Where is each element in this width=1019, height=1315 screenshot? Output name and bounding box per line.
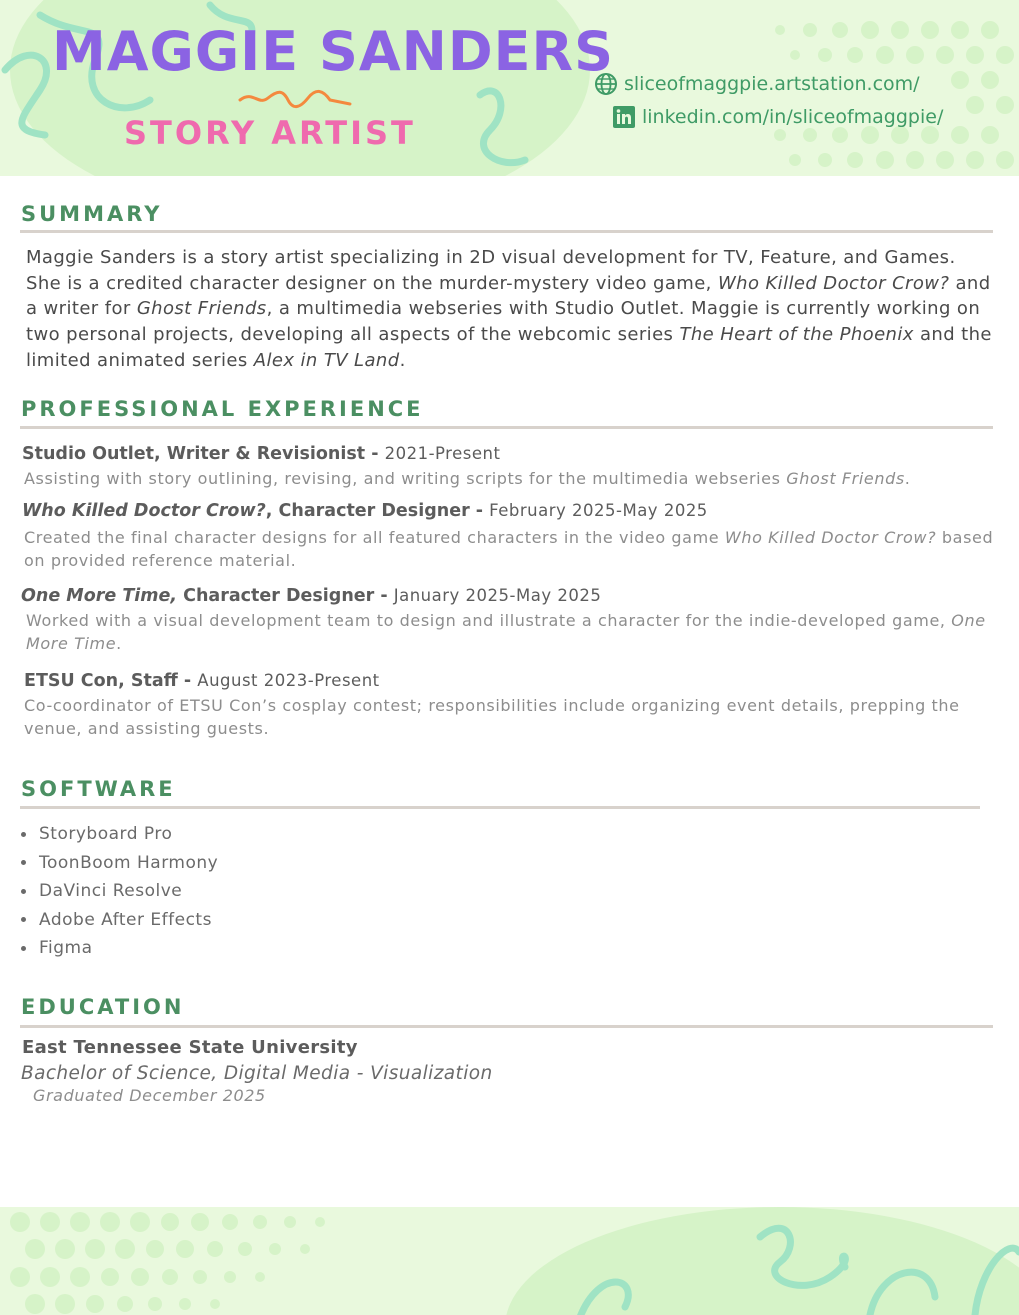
linkedin-url: linkedin.com/in/sliceofmaggpie/: [642, 106, 944, 128]
job-description: [24, 526, 1004, 572]
job-role: , Staff -: [118, 671, 198, 691]
list-item: DaVinci Resolve: [21, 877, 218, 906]
summary-title-webseries: Ghost Friends: [136, 298, 267, 320]
job-org: Who Killed Doctor Crow?: [22, 501, 266, 521]
job-desc-end: based on provided reference material.: [24, 528, 994, 570]
job-desc-title: Ghost Friends: [786, 469, 905, 488]
job-description: [26, 609, 1006, 655]
education-graduated: Graduated December 2025: [33, 1086, 266, 1105]
experience-divider: [20, 426, 993, 429]
job-dates: 2021-Present: [384, 444, 501, 463]
squiggle-ornament: [238, 88, 353, 110]
summary-text-part: , a multimedia webseries with Studio Outlet. Maggie is currently working on two personal projects, developing all aspects of the webcomic series: [26, 298, 981, 346]
job-dates: August 2023-Present: [197, 671, 380, 690]
job-description: [24, 467, 1004, 490]
job-desc-text: Assisting with story outlining, revising, and writing scripts for the multimedia webseries: [24, 469, 787, 488]
list-item: Storyboard Pro: [21, 820, 218, 849]
job-org: Studio Outlet: [22, 444, 155, 464]
applicant-name: MAGGIE SANDERS: [52, 20, 615, 83]
education-school: East Tennessee State University: [22, 1037, 358, 1058]
job-role-title: STORY ARTIST: [124, 114, 416, 152]
job-desc-end: .: [904, 469, 911, 488]
summary-heading: SUMMARY: [21, 202, 163, 226]
job-desc-end: .: [116, 634, 122, 653]
job-role: Character Designer -: [177, 586, 394, 606]
summary-text-part: and the limited animated series: [26, 324, 992, 371]
job-role: , Character Designer -: [265, 501, 490, 521]
list-item: ToonBoom Harmony: [21, 849, 218, 878]
summary-title-webcomic: The Heart of the Phoenix: [679, 324, 914, 346]
job-desc-text: Created the final character designs for all featured characters in the video game: [24, 528, 725, 547]
linkedin-link[interactable]: [612, 105, 943, 129]
job-title-line: [24, 671, 380, 691]
job-title-line: [21, 586, 601, 606]
software-divider: [20, 806, 980, 809]
globe-icon: [594, 72, 618, 96]
job-role: , Writer & Revisionist -: [154, 444, 385, 464]
summary-text-part: and a writer for: [26, 272, 991, 320]
header-banner: [0, 0, 1019, 176]
education-degree: Bachelor of Science, Digital Media - Visualization: [21, 1063, 493, 1084]
footer-decoration: [0, 1207, 1019, 1315]
summary-title-game: Who Killed Doctor Crow?: [717, 272, 950, 294]
summary-divider: [20, 230, 993, 233]
list-item: Adobe After Effects: [21, 906, 218, 935]
linkedin-icon: [612, 105, 636, 129]
education-heading: EDUCATION: [21, 995, 185, 1019]
job-title-line: [22, 444, 500, 464]
experience-heading: PROFESSIONAL EXPERIENCE: [21, 397, 424, 421]
job-desc-title: Who Killed Doctor Crow?: [724, 528, 937, 547]
job-desc-title: One More Time: [26, 611, 986, 653]
job-org: One More Time,: [21, 586, 178, 606]
job-title-line: [22, 501, 708, 521]
job-desc-text: Worked with a visual development team to design and illustrate a character for the indie-developed game,: [26, 611, 952, 630]
software-heading: SOFTWARE: [21, 777, 176, 801]
summary-title-animated-series: Alex in TV Land: [253, 349, 400, 371]
artstation-url: sliceofmaggpie.artstation.com/: [624, 73, 920, 95]
job-dates: January 2025-May 2025: [393, 586, 602, 605]
summary-text: [26, 245, 992, 374]
artstation-link[interactable]: [594, 72, 920, 96]
summary-text-part: Maggie Sanders is a story artist specializing in 2D visual development for TV, Feature, and Games. She is a credited character designer on the murder-mystery video game,: [26, 247, 956, 294]
job-org: ETSU Con: [24, 671, 119, 691]
job-desc-text: Co-coordinator of ETSU Con’s cosplay contest; responsibilities include organizing event details, prepping the venue, and assisting guests.: [24, 696, 960, 738]
summary-text-part: .: [399, 349, 406, 371]
list-item: Figma: [21, 934, 218, 963]
footer-banner: [0, 1207, 1019, 1315]
job-description: [24, 694, 1004, 740]
education-divider: [20, 1025, 993, 1028]
software-list: [21, 820, 218, 963]
job-dates: February 2025-May 2025: [489, 501, 708, 520]
